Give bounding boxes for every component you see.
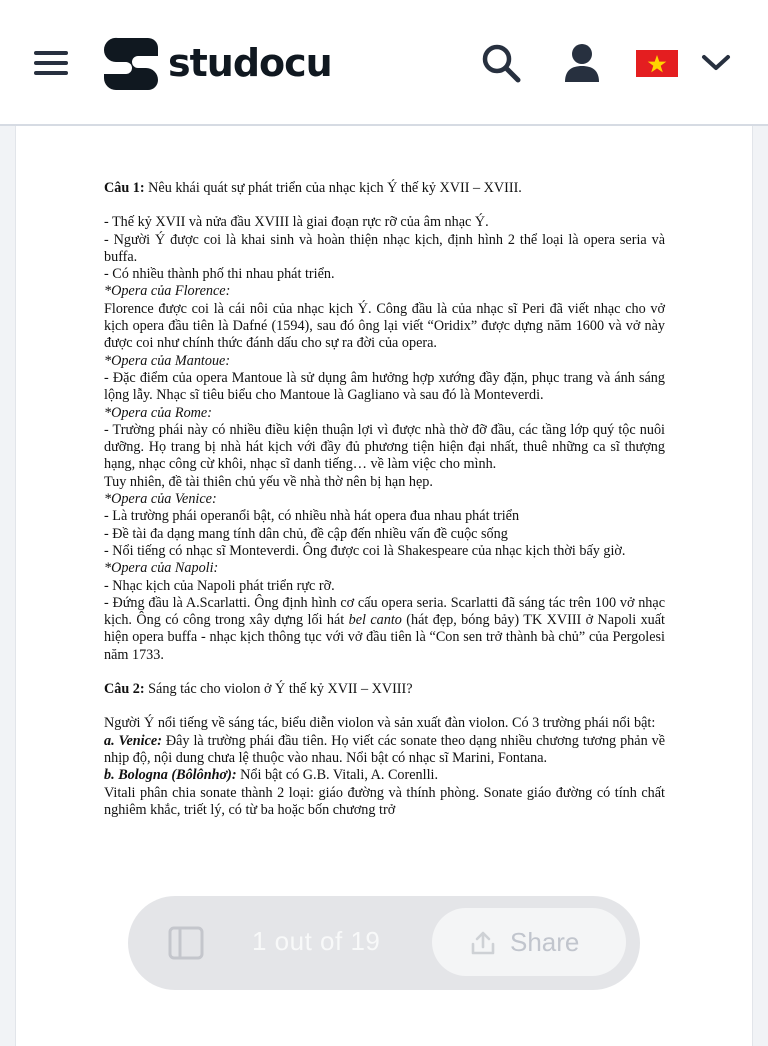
paragraph: a. Venice: Đây là trường phái đầu tiên. Họ viết các sonate theo dạng nhiều chương tương phản về nhịp độ, nội dung chưa lệ thuộc vào nhau. Nổi bật có nhạc sĩ Marini, Fontana. [104, 732, 665, 766]
paragraph: - Đề tài đa dạng mang tính dân chủ, đề cập đến nhiều vấn đề cuộc sống [104, 525, 508, 542]
paragraph: b. Bologna (Bôlônhơ): Nổi bật có G.B. Vitali, A. Corenlli. [104, 767, 439, 784]
question-2-text: Sáng tác cho violon ở Ý thế kỷ XVII – XVIII? [144, 681, 413, 698]
paragraph: - Trường phái này có nhiều điều kiện thuận lợi vì được nhà thờ đỡ đầu, các tầng lớp quý tộc nuôi dưỡng. Họ trang bị nhà hát kịch với đầy đủ phương tiện hiện đại nhất, thuê những ca sĩ thượng hạng, nhạc công cừ khôi, nhạc sĩ danh tiếng… về làm việc cho mình. [104, 421, 665, 473]
floating-toolbar [128, 896, 640, 990]
paragraph: - Nhạc kịch của Napoli phát triển rực rỡ. [104, 577, 335, 594]
question-2-label: Câu 2: [104, 681, 145, 698]
section-heading: *Opera của Venice: [104, 491, 217, 508]
question-2 [104, 681, 665, 698]
hamburger-menu-icon[interactable] [34, 48, 70, 78]
pages-icon[interactable] [168, 926, 204, 960]
paragraph: Tuy nhiên, đề tài thiên chủ yếu về nhà thờ nên bị hạn hẹp. [104, 473, 433, 490]
logo-text: studocu [168, 41, 332, 85]
question-1-label: Câu 1: [104, 180, 145, 196]
share-icon [470, 930, 496, 956]
paragraph: - Đứng đầu là A.Scarlatti. Ông định hình cơ cấu opera seria. Scarlatti đã sáng tác trên 100 vở nhạc kịch. Ông có công trong xây dựng lối hát bel canto (hát đẹp, bóng bảy) TK XVIII ở Napoli xuất hiện opera buffa - nhạc kịch thông tục với vở đầu tiên là “Con sen trở thành bà chủ” của Pergolesi năm 1733. [104, 594, 665, 663]
paragraph: - Đặc điểm của opera Mantoue là sử dụng âm hưởng hợp xướng đầy đặn, phục trang và ánh sáng lộng lẫy. Nhạc sĩ tiêu biểu cho Mantoue là Gagliano và sau đó là Monteverdi. [104, 369, 665, 404]
section-heading: *Opera của Rome: [104, 404, 212, 421]
section-heading: *Opera của Florence: [104, 283, 231, 300]
paragraph: - Thế kỷ XVII và nửa đầu XVIII là giai đoạn rực rỡ của âm nhạc Ý. [104, 214, 489, 231]
question-1-text: Nêu khái quát sự phát triển của nhạc kịch Ý thế kỷ XVII – XVIII. [144, 180, 522, 196]
question-1 [104, 180, 665, 197]
chevron-down-icon[interactable] [700, 50, 732, 76]
page-indicator: 1 out of 19 [252, 926, 381, 956]
share-button[interactable] [432, 908, 626, 976]
user-icon[interactable] [562, 42, 602, 84]
studocu-logo-mark-icon [102, 36, 160, 90]
top-header [0, 0, 768, 126]
paragraph: - Nổi tiếng có nhạc sĩ Monteverdi. Ông được coi là Shakespeare của nhạc kịch thời bấy giờ. [104, 542, 626, 559]
paragraph: Người Ý nổi tiếng về sáng tác, biểu diễn violon và sản xuất đàn violon. Có 3 trường phái nổi bật: [104, 715, 656, 732]
studocu-logo[interactable] [102, 36, 332, 90]
section-heading: *Opera của Napoli: [104, 560, 219, 577]
paragraph: Florence được coi là cái nôi của nhạc kịch Ý. Công đầu là của nhạc sĩ Peri đã viết nhạc cho vở kịch opera đầu tiên là Dafné (1594), sau đó ông lại viết “Oridix” được dựng năm 1600 và vở này được coi như chính thức đánh dấu cho sự ra đời của opera. [104, 300, 665, 352]
paragraph: Vitali phân chia sonate thành 2 loại: giáo đường và thính phòng. Sonate giáo đường có tính chất nghiêm khắc, triết lý, có từ ba hoặc bốn chương trở [104, 784, 665, 818]
search-icon[interactable] [480, 42, 522, 84]
paragraph: - Có nhiều thành phố thi nhau phát triển. [104, 266, 335, 283]
vietnam-flag-icon[interactable] [636, 50, 678, 77]
section-heading: *Opera của Mantoue: [104, 352, 231, 369]
share-label: Share [510, 927, 580, 957]
document-text [104, 180, 665, 819]
paragraph: - Là trường phái operanổi bật, có nhiều nhà hát opera đua nhau phát triển [104, 508, 520, 525]
paragraph: - Người Ý được coi là khai sinh và hoàn thiện nhạc kịch, định hình 2 thể loại là opera seria và buffa. [104, 231, 665, 265]
